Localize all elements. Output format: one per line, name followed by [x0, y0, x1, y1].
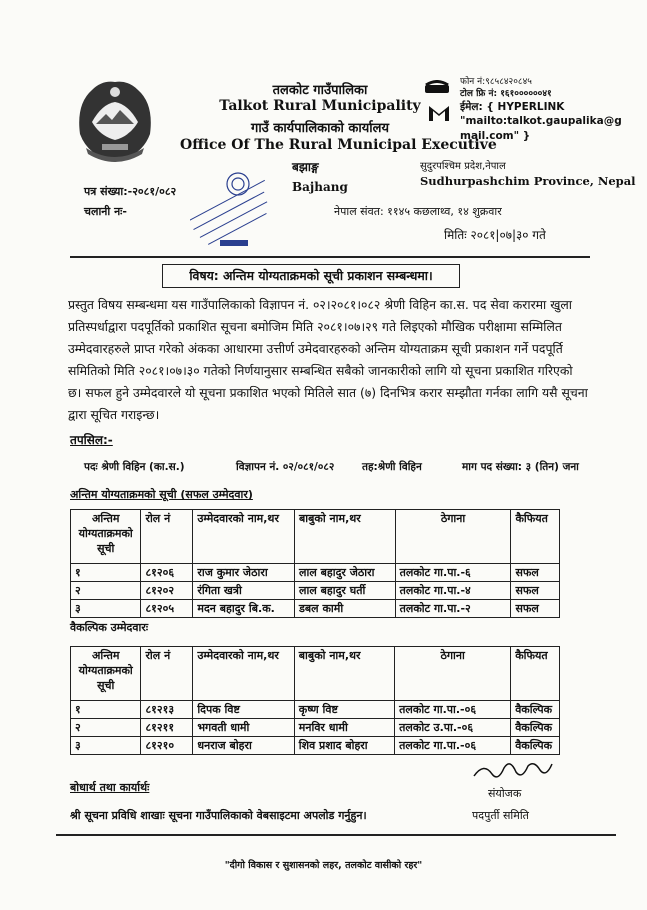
cell: वैकल्पिक: [511, 701, 560, 719]
demand-count: माग पद संख्या: ३ (तिन) जना: [462, 461, 579, 473]
phone-number: फोन नं:९८५८४२०८४५: [460, 77, 532, 87]
body-line: समितिको मिति २०८१।०७।३० गतेको निर्णयानुसार सम्बन्धित सबैको जानकारीको लागि यो सूचना प्रकाशित गरिएको: [68, 363, 573, 378]
col-merit: अन्तिम योग्यताक्रमको सूची: [71, 510, 141, 564]
chalani-number: चलानी नः-: [84, 205, 127, 218]
cell: वैकल्पिक: [511, 719, 560, 737]
nepal-sambat-date: नेपाल संवत: ११४५ कछलाथ्व, १४ शुक्रवार: [334, 205, 502, 218]
post-name: पदः श्रेणी विहिन (का.स.): [84, 461, 185, 473]
body-paragraph: [68, 294, 588, 426]
col-address: ठेगाना: [395, 647, 511, 701]
cell: ८१२०२: [141, 582, 193, 600]
signatory-role: संयोजक: [488, 787, 522, 800]
cell: कृष्ण विष्ट: [294, 701, 394, 719]
col-father: बाबुको नाम,थर: [294, 647, 394, 701]
col-merit: अन्तिम योग्यताक्रमको सूची: [71, 647, 141, 701]
col-remarks: कैफियत: [511, 647, 560, 701]
np-province: सुदुरपश्चिम प्रदेश,नेपाल: [420, 161, 506, 172]
office-stamp: [190, 170, 282, 250]
final-merit-table: [70, 509, 560, 618]
body-line: छ। सफल हुने उम्मेदवारले यो सूचना प्रकाशित भएको मितिले सात (७) दिनभित्र करार सम्झौता गर्नका लागि यसै सूचना: [68, 385, 588, 400]
cell: तलकोट गा.पा.-४: [395, 582, 511, 600]
np-district: बझाङ्ग: [292, 160, 319, 174]
cell: २: [71, 719, 141, 737]
en-office-name: Office Of The Rural Municipal Executive: [180, 137, 497, 153]
cell: मनविर धामी: [294, 719, 394, 737]
email-line-2: "mailto:talkot.gaupalika@g: [460, 115, 622, 127]
np-municipality-name: तलकोट गाउँपालिका: [272, 83, 368, 98]
cell: २: [71, 582, 141, 600]
cell: तलकोट उ.पा.-०६: [395, 719, 511, 737]
cell: तलकोट गा.पा.-०६: [395, 737, 511, 755]
alternate-table: [70, 646, 560, 755]
cell: १: [71, 564, 141, 582]
np-office-name: गाउँ कार्यपालिकाको कार्यालय: [251, 121, 389, 136]
col-father: बाबुको नाम,थर: [295, 510, 396, 564]
col-candidate: उम्मेदवारको नाम,थर: [193, 647, 294, 701]
cell: मदन बहादुर बि.क.: [193, 600, 295, 618]
advert-number: विज्ञापन नं. ०२/०८१/०८२: [236, 461, 335, 473]
table-row: [71, 701, 560, 719]
cell: धनराज बोहरा: [193, 737, 294, 755]
nepal-emblem-logo: [72, 74, 158, 170]
body-line: प्रतिस्पर्धाद्वारा पदपूर्तिको प्रकाशित सूचना बमोजिम मिति २०८१।०७।२९ गते लिइएको मौखिक परीक्षामा सम्मिलित: [68, 319, 562, 334]
cell: सफल: [511, 600, 560, 618]
en-municipality-name: Talkot Rural Municipality: [219, 98, 421, 114]
post-level: तह:श्रेणी विहिन: [362, 461, 422, 473]
header-divider: [70, 256, 590, 258]
final-list-heading: अन्तिम योग्यताक्रमको सूची (सफल उम्मेदवार): [70, 488, 253, 501]
alternate-heading: वैकल्पिक उम्मेदवारः: [70, 621, 149, 634]
cell: लाल बहादुर जेठारा: [295, 564, 396, 582]
cell: ३: [71, 737, 141, 755]
cell: डबल कामी: [295, 600, 396, 618]
subject-line: विषय: अन्तिम योग्यताक्रमको सूची प्रकाशन सम्बन्धमा।: [162, 264, 460, 288]
footer-slogan: "दीगो विकास र सुशासनको लहर, तलकोट वासीको रहर": [224, 860, 423, 871]
cell: ८१२११: [141, 719, 193, 737]
col-address: ठेगाना: [395, 510, 511, 564]
cell: वैकल्पिक: [511, 737, 560, 755]
cell: १: [71, 701, 141, 719]
body-line: प्रस्तुत विषय सम्बन्धमा यस गाउँपालिकाको विज्ञापन नं. ०२।२०८१।०८२ श्रेणी विहिन का.स. पद सेवा करारमा खुला: [68, 297, 572, 312]
letter-date: मितिः २०८१|०७|३० गते: [444, 228, 546, 242]
email-line-1: ईमेल: { HYPERLINK: [460, 101, 565, 113]
tollfree-number: टोल फ्रि नं: १६१००००००४१: [460, 89, 552, 99]
table-row: [71, 582, 560, 600]
cell: तलकोट गा.पा.-२: [395, 600, 511, 618]
cell: तलकोट गा.पा.-६: [395, 564, 511, 582]
cell: ८१२०६: [141, 564, 193, 582]
signature-mark: [470, 756, 556, 786]
table-row: [71, 600, 560, 618]
email-line-3: mail.com" }: [460, 130, 531, 142]
col-roll: रोल नं: [141, 647, 193, 701]
body-line: द्वारा सूचित गराइन्छ।: [68, 407, 160, 422]
cell: तलकोट गा.पा.-०६: [395, 701, 511, 719]
details-heading: तपसिल:-: [70, 433, 113, 447]
col-remarks: कैफियत: [511, 510, 560, 564]
phone-icon: [424, 80, 450, 94]
table-row: [71, 737, 560, 755]
table-header-row: [71, 510, 560, 564]
cc-line: श्री सूचना प्रविधि शाखाः सूचना गाउँपालिकाको वेबसाइटमा अपलोड गर्नुहुन।: [70, 809, 367, 822]
cell: शिव प्रशाद बोहरा: [294, 737, 394, 755]
col-candidate: उम्मेदवारको नाम,थर: [193, 510, 295, 564]
footer-divider: [56, 834, 616, 836]
cell: ८१२०५: [141, 600, 193, 618]
gmail-icon: [428, 104, 450, 122]
cell: सफल: [511, 564, 560, 582]
cell: दिपक विष्ट: [193, 701, 294, 719]
table-row: [71, 564, 560, 582]
table-row: [71, 719, 560, 737]
cc-heading: बोधार्थ तथा कार्यार्थः: [70, 781, 150, 794]
signatory-committee: पदपुर्ती समिति: [472, 809, 529, 822]
table-header-row: [71, 647, 560, 701]
cell: लाल बहादुर घर्ती: [295, 582, 396, 600]
cell: ८१२१३: [141, 701, 193, 719]
cell: रंगिता खत्री: [193, 582, 295, 600]
cell: ८१२१०: [141, 737, 193, 755]
cell: सफल: [511, 582, 560, 600]
patra-sankhya: पत्र संख्या:-२०८१/०८२: [84, 185, 177, 198]
cell: ३: [71, 600, 141, 618]
en-province: Sudhurpashchim Province, Nepal: [420, 174, 636, 188]
cell: राज कुमार जेठारा: [193, 564, 295, 582]
cell: भगवती धामी: [193, 719, 294, 737]
body-line: उम्मेदवारहरुले प्राप्त गरेको अंकका आधारमा उत्तीर्ण उमेदवारहरुको अन्तिम योग्यताक्रम सूची प्रकाशन गर्ने पदपूर्ति: [68, 341, 563, 356]
en-district: Bajhang: [292, 180, 348, 194]
col-roll: रोल नं: [141, 510, 193, 564]
